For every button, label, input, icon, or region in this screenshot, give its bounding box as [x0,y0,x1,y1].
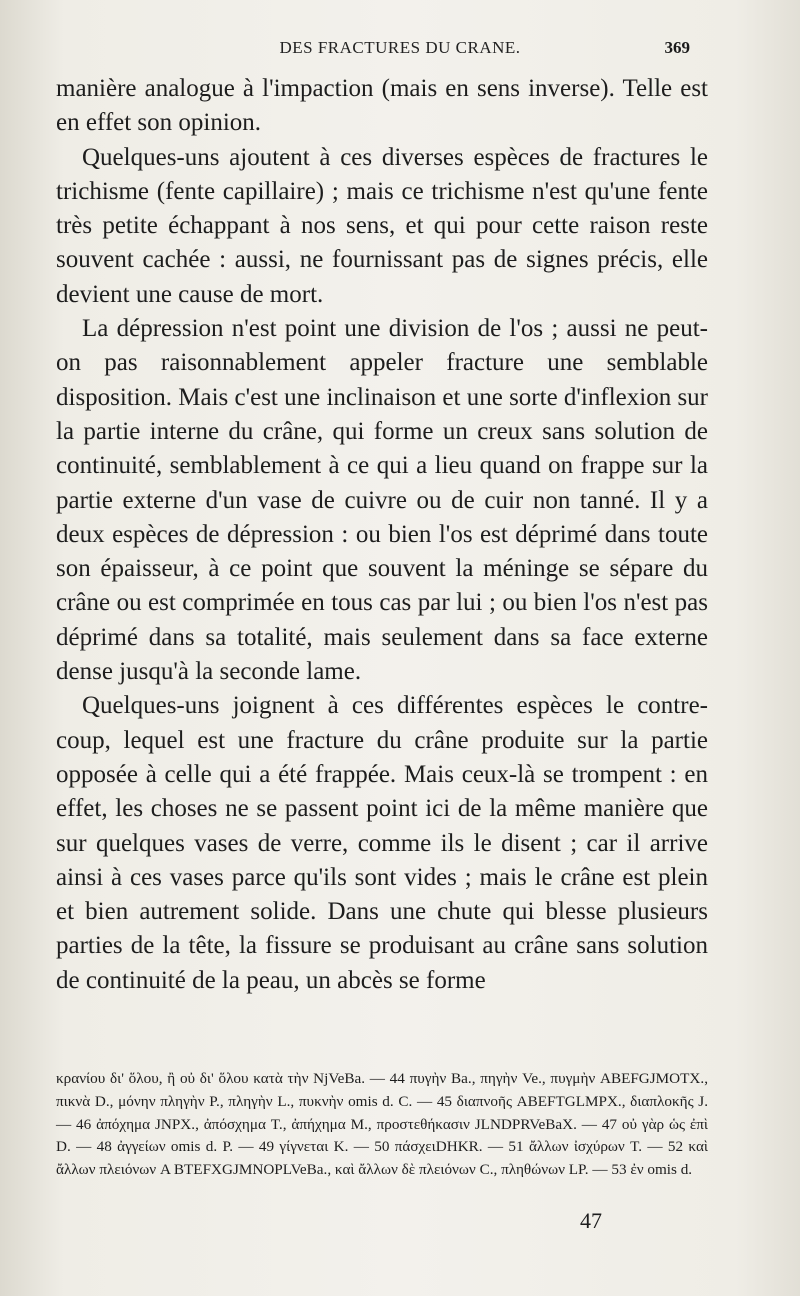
paragraph-4: Quelques-uns joignent à ces différentes espèces le contre-coup, lequel est une fracture du crâne produite sur la partie opposée à celle qui a été frappée. Mais ceux-là se trompent : en effet, les choses ne se passent point ici de la même manière que sur quelques vases de verre, comme ils le disent ; car il arrive ainsi à ces vases parce qu'ils sont vides ; mais le crâne est plein et bien autrement solide. Dans une chute qui blesse plusieurs parties de la tête, la fissure se produisant au crâne sans solution de continuité de la peau, un abcès se forme [56,692,708,994]
paragraph-3: La dépression n'est point une division de l'os ; aussi ne peut-on pas raisonnablement appeler fracture une semblable disposition. Mais c'est une inclinaison et une sorte d'inflexion sur la partie interne du crâne, qui forme un creux sans solution de continuité, semblablement à ce qui a lieu quand on frappe sur la partie externe d'un vase de cuivre ou de cuir non tanné. Il y a deux espèces de dépression : ou bien l'os est déprimé dans toute son épaisseur, à ce point que souvent la méninge se sépare du crâne ou est comprimée en tous cas par lui ; ou bien l'os n'est pas déprimé dans sa totalité, mais seulement dans sa face externe dense jusqu'à la seconde lame. [56,315,708,686]
page-number: 369 [664,38,690,57]
body-text [56,72,708,998]
running-head [0,38,800,62]
paragraph-2: Quelques-uns ajoutent à ces diverses espèces de fractures le trichisme (fente capillaire) ; mais ce trichisme n'est qu'une fente très petite échappant à nos sens, et qui pour cette raison reste souvent cachée : aussi, ne fournissant pas de signes précis, elle devient une cause de mort. [56,143,708,308]
paragraph-1: manière analogue à l'impaction (mais en sens inverse). Telle est en effet son opinion. [56,75,708,137]
running-title: DES FRACTURES DU CRANE. [279,38,521,57]
footnote-text: κρανίου δι' ὅλου, ἢ οὐ δι' ὅλου κατὰ τὴν NjVeBa. — 44 πυγὴν Ba., πηγὴν Ve., πυγμὴν ABEFGJMOTX., πικνὰ D., μόνην πληγὴν P., πληγὴν L., πυκνὴν omis d. C. — 45 διαπνοῆς ABEFTGLMPX., διαπλοκῆς J. — 46 ἀπόχημα JNPX., ἀπόσχημα T., ἀπήχημα M., προστεθήκασιν JLNDPRVeBaX. — 47 οὐ γὰρ ὡς ἐπὶ D. — 48 ἀγγείων omis d. P. — 49 γίγνεται K. — 50 πάσχειDHKR. — 51 ἄλλων ἰσχύρων T. — 52 καὶ ἄλλων πλειόνων A BTEFXGJMNOPLVeBa., καὶ ἄλλων δὲ πλειόνων C., πληθώνων LP. — 53 ἐν omis d. [56,1070,708,1179]
footnotes [56,1068,708,1182]
signature-mark: 47 [580,1208,602,1233]
